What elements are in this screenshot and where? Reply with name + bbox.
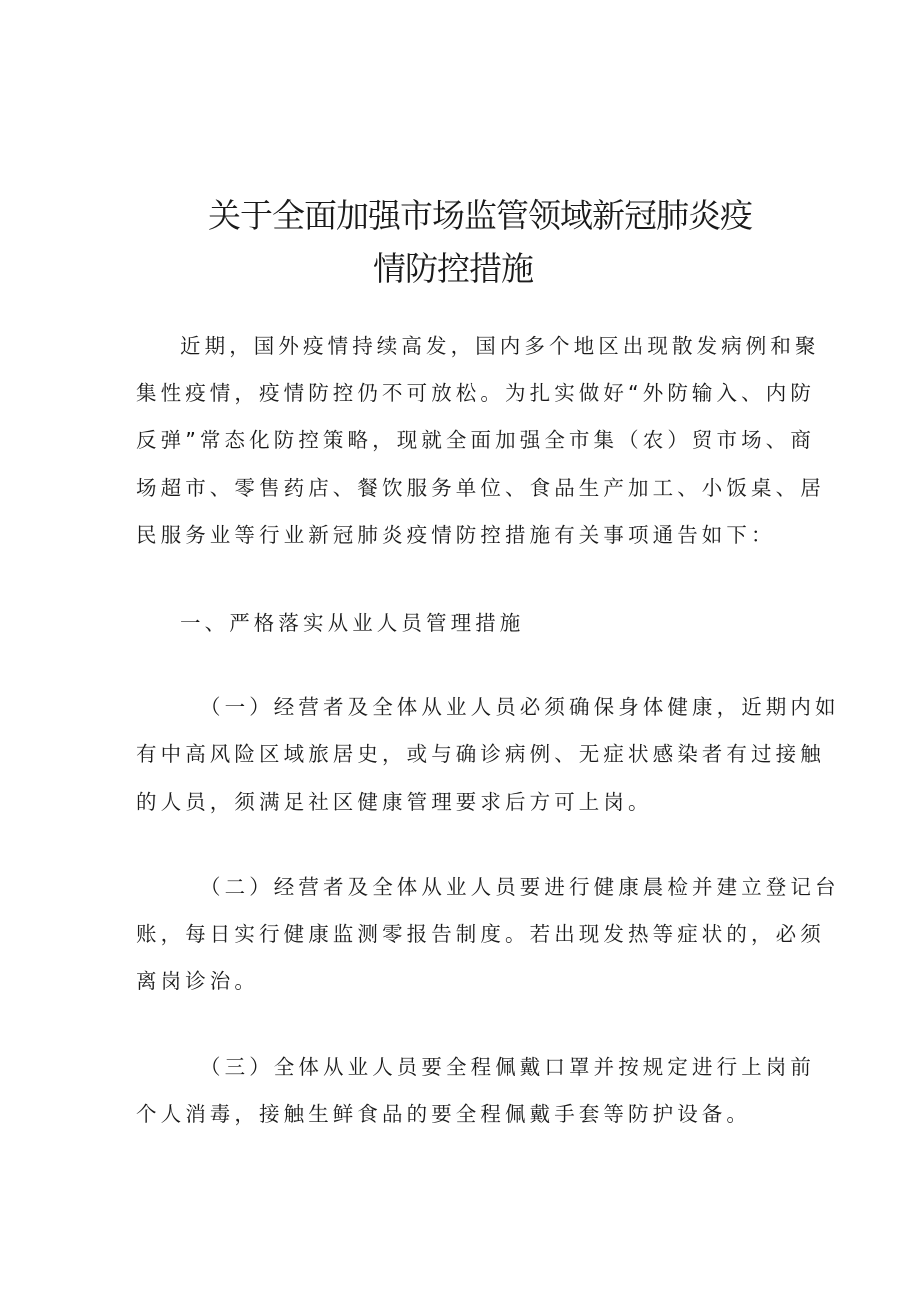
- item-3-line-2: 个人消毒，接触生鲜食品的要全程佩戴手套等防护设备。: [136, 1102, 751, 1126]
- intro-line-4: 场超市、零售药店、餐饮服务单位、食品生产加工、小饭桌、居: [136, 476, 825, 500]
- item-2-line-3: 离岗诊治。: [136, 969, 259, 993]
- item-1-line-3: 的人员，须满足社区健康管理要求后方可上岗。: [136, 790, 653, 814]
- document-title-line-1: 关于全面加强市场监管领域新冠肺炎疫: [208, 196, 752, 235]
- intro-line-2: 集性疫情，疫情防控仍不可放松。为扎实做好“外防输入、内防: [136, 381, 815, 405]
- item-1-line-1: （一）经营者及全体从业人员必须确保身体健康，近期内如: [200, 695, 840, 719]
- intro-line-3: 反弹”常态化防控策略，现就全面加强全市集（农）贸市场、商: [136, 428, 815, 452]
- document-title-line-2: 情防控措施: [373, 249, 533, 288]
- item-3-line-1: （三）全体从业人员要全程佩戴口罩并按规定进行上岗前: [200, 1055, 815, 1079]
- item-2-line-2: 账，每日实行健康监测零报告制度。若出现发热等症状的，必须: [136, 922, 825, 946]
- item-2-line-1: （二）经营者及全体从业人员要进行健康晨检并建立登记台: [200, 875, 840, 899]
- section-1-heading: 一、严格落实从业人员管理措施: [180, 611, 525, 635]
- intro-line-5: 民服务业等行业新冠肺炎疫情防控措施有关事项通告如下：: [136, 523, 776, 547]
- intro-line-1: 近期，国外疫情持续高发，国内多个地区出现散发病例和聚: [180, 334, 820, 358]
- item-1-line-2: 有中高风险区域旅居史，或与确诊病例、无症状感染者有过接触: [136, 742, 825, 766]
